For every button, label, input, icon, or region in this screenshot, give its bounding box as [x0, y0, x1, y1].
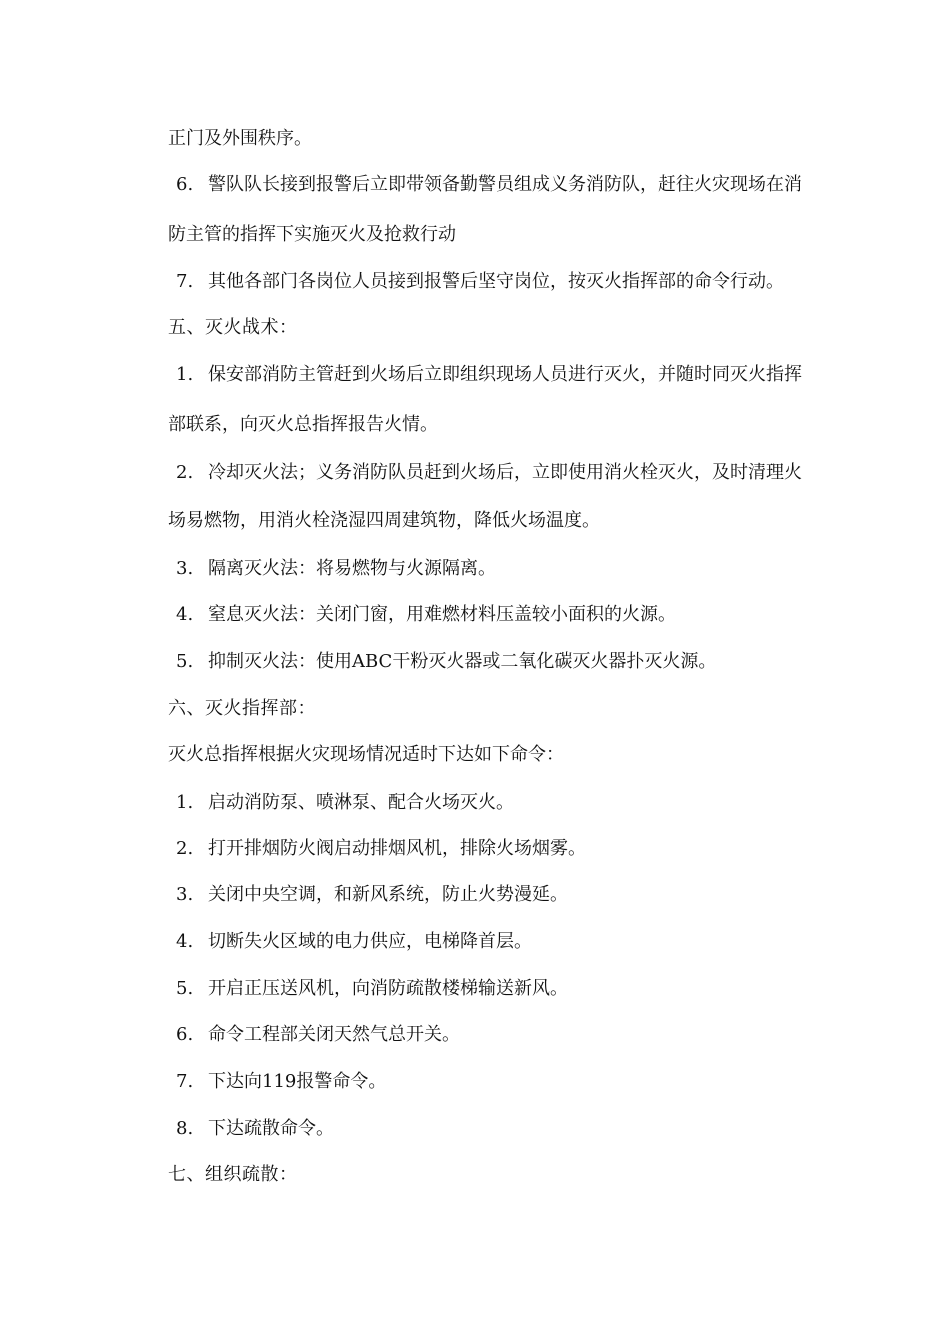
line-text: 警队队长接到报警后立即带领备勤警员组成义务消防队，赶往火灾现场在消	[208, 174, 802, 195]
line-text: 防主管的指挥下实施灭火及抢救行动	[168, 224, 456, 245]
line-text: 打开排烟防火阀启动排烟风机，排除火场烟雾。	[208, 838, 586, 859]
line-text: 隔离灭火法：将易燃物与火源隔离。	[208, 558, 496, 579]
text-line	[168, 509, 858, 533]
line-text: 窒息灭火法：关闭门窗，用难燃材料压盖较小面积的火源。	[208, 604, 676, 625]
list-item	[168, 173, 858, 197]
list-number: 3.	[176, 884, 194, 905]
line-text: 场易燃物，用消火栓浇湿四周建筑物，降低火场温度。	[168, 510, 600, 531]
line-text: 启动消防泵、喷淋泵、配合火场灭火。	[208, 792, 514, 813]
line-text: 开启正压送风机，向消防疏散楼梯输送新风。	[208, 978, 568, 999]
line-text: 正门及外围秩序。	[168, 128, 312, 149]
text-line	[168, 413, 858, 437]
list-item	[168, 977, 858, 1001]
line-text: 抑制灭火法：使用ABC干粉灭火器或二氧化碳灭火器扑灭火源。	[208, 651, 717, 672]
line-text: 切断失火区域的电力供应，电梯降首层。	[208, 931, 532, 952]
section-heading	[168, 316, 858, 340]
list-item	[168, 270, 858, 294]
list-number: 3.	[176, 558, 194, 579]
text-line	[168, 127, 858, 151]
list-item	[168, 1117, 858, 1141]
list-item	[168, 930, 858, 954]
list-item	[168, 837, 858, 861]
line-text: 命令工程部关闭天然气总开关。	[208, 1024, 460, 1045]
text-line	[168, 223, 858, 247]
list-number: 7.	[176, 271, 194, 292]
heading-text: 六、灭火指挥部：	[168, 698, 316, 719]
list-number: 6.	[176, 1024, 194, 1045]
list-number: 2.	[176, 838, 194, 859]
line-text: 下达疏散命令。	[208, 1118, 334, 1139]
text-line	[168, 743, 858, 767]
line-text: 灭火总指挥根据火灾现场情况适时下达如下命令：	[168, 744, 564, 765]
line-text: 保安部消防主管赶到火场后立即组织现场人员进行灭火，并随时同灭火指挥	[208, 364, 802, 385]
list-number: 2.	[176, 462, 194, 483]
line-text: 部联系，向灭火总指挥报告火情。	[168, 414, 438, 435]
list-item	[168, 461, 858, 485]
line-text: 冷却灭火法；义务消防队员赶到火场后，立即使用消火栓灭火，及时清理火	[208, 462, 802, 483]
list-number: 1.	[176, 792, 194, 813]
heading-text: 七、组织疏散：	[168, 1164, 298, 1185]
line-text: 其他各部门各岗位人员接到报警后坚守岗位，按灭火指挥部的命令行动。	[208, 271, 784, 292]
list-item	[168, 1070, 858, 1094]
list-item	[168, 650, 858, 674]
list-number: 1.	[176, 364, 194, 385]
list-item	[168, 603, 858, 627]
list-item	[168, 557, 858, 581]
line-text: 下达向119报警命令。	[208, 1071, 387, 1092]
line-text: 关闭中央空调，和新风系统，防止火势漫延。	[208, 884, 568, 905]
list-number: 6.	[176, 174, 194, 195]
list-number: 5.	[176, 651, 194, 672]
list-item	[168, 791, 858, 815]
list-number: 4.	[176, 931, 194, 952]
heading-text: 五、灭火战术：	[168, 317, 298, 338]
list-item	[168, 883, 858, 907]
list-item	[168, 1023, 858, 1047]
list-number: 8.	[176, 1118, 194, 1139]
list-number: 5.	[176, 978, 194, 999]
list-number: 7.	[176, 1071, 194, 1092]
section-heading	[168, 697, 858, 721]
section-heading	[168, 1163, 858, 1187]
list-item	[168, 363, 858, 387]
list-number: 4.	[176, 604, 194, 625]
